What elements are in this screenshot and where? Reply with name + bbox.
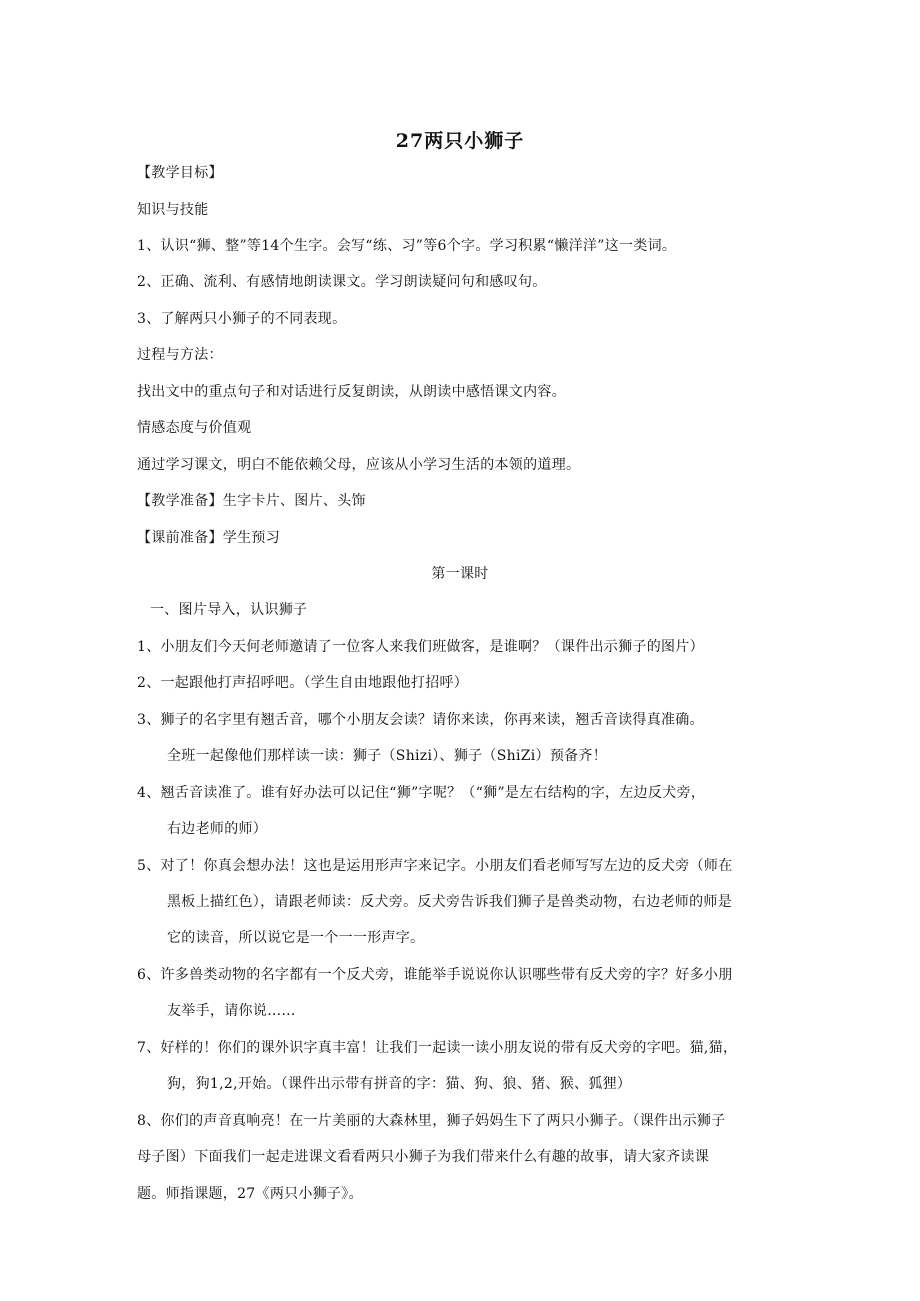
subheading-knowledge-skills: 知识与技能	[137, 202, 209, 218]
step-item-5-continued-2: 它的读音，所以说它是一个一一形声字。	[167, 930, 425, 946]
teaching-preparation: 【教学准备】生字卡片、图片、头饰	[137, 493, 366, 509]
objective-item-2: 2、正确、流利、有感情地朗读课文。学习朗读疑问句和感叹句。	[137, 274, 547, 290]
pre-class-preparation: 【课前准备】学生预习	[137, 530, 280, 546]
step-item-3: 3、狮子的名字里有翘舌音，哪个小朋友会读？请你来读，你再来读，翘舌音读得真准确。	[137, 712, 704, 728]
step-item-8-continued-1: 母子图）下面我们一起走进课文看看两只小狮子为我们带来什么有趣的故事，请大家齐读课	[137, 1149, 709, 1165]
step-item-4: 4、翘舌音读准了。谁有好办法可以记住“狮”字呢？（“狮”是左右结构的字，左边反犬旁，	[137, 785, 706, 801]
step-item-5-continued-1: 黑板上描红色），请跟老师读：反犬旁。反犬旁告诉我们狮子是兽类动物，右边老师的师是	[167, 894, 732, 910]
step-item-2: 2、一起跟他打声招呼吧。（学生自由地跟他打招呼）	[137, 675, 469, 691]
attitude-values-text: 通过学习课文，明白不能依赖父母，应该从小学习生活的本领的道理。	[137, 457, 581, 473]
document-title: 27两只小狮子	[395, 130, 525, 152]
step-item-4-continued: 右边老师的师）	[167, 821, 268, 837]
step-item-8: 8、你们的声音真响亮！在一片美丽的大森林里，狮子妈妈生下了两只小狮子。（课件出示狮子	[137, 1113, 726, 1129]
step-item-6: 6、许多兽类动物的名字都有一个反犬旁，谁能举手说说你认识哪些带有反犬旁的字？好多小朋	[137, 967, 733, 983]
step-item-3-continued: 全班一起像他们那样读一读：狮子（Shizi）、狮子（ShiZi）预备齐！	[167, 748, 608, 764]
step-item-5: 5、对了！你真会想办法！这也是运用形声字来记字。小朋友们看老师写写左边的反犬旁（师在	[137, 858, 733, 874]
step-heading-1: 一、图片导入，认识狮子	[150, 602, 308, 618]
lesson-period-heading: 第一课时	[431, 566, 489, 582]
objective-item-1: 1、认识“狮、整”等14个生字。会写“练、习”等6个字。学习积累“懒洋洋”这一类词。	[137, 238, 677, 254]
step-item-1: 1、小朋友们今天何老师邀请了一位客人来我们班做客，是谁啊？（课件出示狮子的图片）	[137, 639, 704, 655]
objective-item-3: 3、了解两只小狮子的不同表现。	[137, 311, 347, 327]
section-heading-objectives: 【教学目标】	[137, 165, 223, 181]
subheading-process-method: 过程与方法：	[137, 347, 223, 363]
step-item-7-continued: 狗，狗1,2,开始。（课件出示带有拼音的字：猫、狗、狼、猪、猴、狐狸）	[167, 1076, 632, 1092]
subheading-attitude-values: 情感态度与价值观	[137, 420, 252, 436]
step-item-7: 7、好样的！你们的课外识字真丰富！让我们一起读一读小朋友说的带有反犬旁的字吧。猫,猫，	[137, 1040, 738, 1056]
step-item-6-continued: 友举手，请你说……	[167, 1003, 296, 1019]
process-method-text: 找出文中的重点句子和对话进行反复朗读，从朗读中感悟课文内容。	[137, 384, 566, 400]
step-item-8-continued-2: 题。师指课题，27《两只小狮子》。	[137, 1186, 363, 1202]
